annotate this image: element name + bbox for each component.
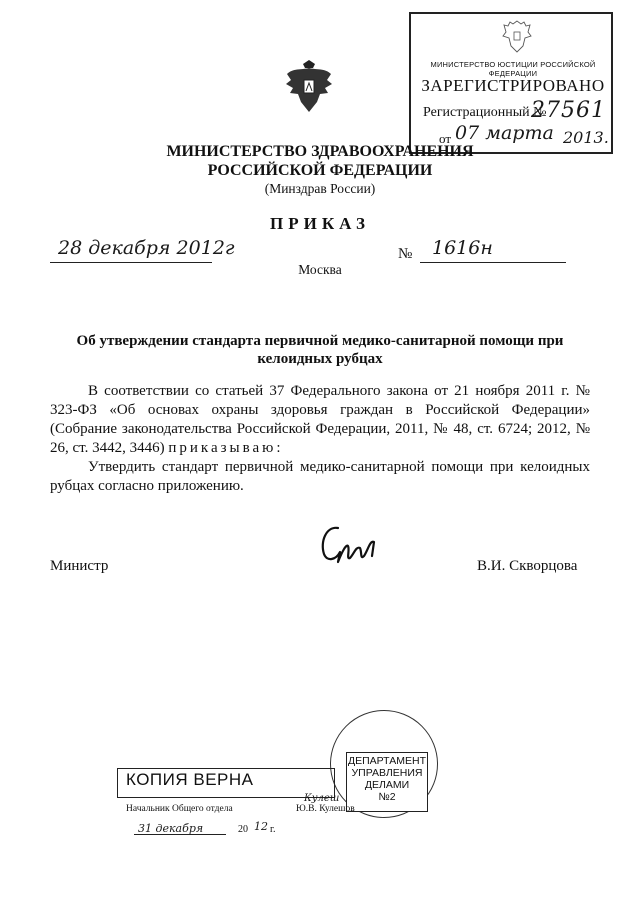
minister-signature [316, 522, 386, 570]
document-type: ПРИКАЗ [270, 214, 370, 233]
copy-signature-handwritten: Кулеш [304, 793, 340, 804]
copy-date-handwritten: 31 декабря [138, 822, 204, 835]
order-number-handwritten: 1616н [432, 237, 493, 259]
city: Москва [298, 262, 342, 277]
stamp-date-prefix: от [439, 131, 452, 146]
department-stamp-line1: ДЕПАРТАМЕНТ [347, 755, 426, 767]
eagle-emblem-icon [501, 18, 533, 56]
signatory-name: В.И. Скворцова [477, 558, 578, 574]
stamp-registered-title: ЗАРЕГИСТРИРОВАНО [421, 76, 605, 95]
copy-date-underline [134, 834, 226, 835]
body-paragraph-1 [50, 382, 590, 458]
ministry-short-name: (Минздрав России) [264, 181, 376, 196]
order-date-handwritten: 28 декабря 2012г [58, 237, 235, 259]
ministry-name-line2: РОССИЙСКОЙ ФЕДЕРАЦИИ [207, 162, 433, 179]
order-body [50, 382, 590, 496]
coat-of-arms-icon [283, 58, 335, 118]
ministry-name-line1: МИНИСТЕРСТВО ЗДРАВООХРАНЕНИЯ [166, 143, 474, 160]
copy-year-handwritten: 12 [254, 820, 268, 833]
stamp-date-handwritten: 07 марта [455, 122, 554, 144]
department-stamp-line2: УПРАВЛЕНИЯ [351, 767, 423, 779]
body-paragraph-2: Утвердить стандарт первичной медико-санитарной помощи при келоидных рубцах согласно приложению. [50, 459, 590, 494]
order-verb: приказываю: [168, 440, 284, 456]
copy-year-prefix: 20 [238, 824, 248, 835]
body-paragraph-1-text: В соответствии со статьей 37 Федерального закона от 21 ноября 2011 г. № 323-ФЗ «Об основах охраны здоровья граждан в Российской Федерации» (Собрание законодательства Российской Федерации, 2011, № 48, ст. 6724; 2012, № 26, ст. 3442, 3446) [50, 383, 590, 456]
certified-copy-title: КОПИЯ ВЕРНА [126, 770, 254, 789]
copy-year-suffix: г. [270, 824, 276, 835]
copy-head-label: Начальник Общего отдела [126, 804, 233, 814]
department-stamp-line4: №2 [378, 791, 396, 803]
registration-stamp [409, 12, 613, 154]
stamp-ministry-name: МИНИСТЕРСТВО ЮСТИЦИИ РОССИЙСКОЙ ФЕДЕРАЦИИ [430, 60, 596, 78]
department-stamp-text [346, 755, 428, 803]
stamp-registration-number: 27561 [531, 98, 606, 123]
number-sign: № [398, 246, 413, 262]
signatory-position: Министр [50, 558, 109, 574]
department-stamp-line3: ДЕЛАМИ [364, 779, 410, 791]
order-title: Об утверждении стандарта первичной медико-санитарной помощи при келоидных рубцах [76, 333, 564, 367]
copy-signatory-name: Ю.В. Кулешов [296, 804, 355, 814]
stamp-number-label: Регистрационный № [423, 105, 547, 120]
stamp-year: 2013. [563, 128, 609, 147]
